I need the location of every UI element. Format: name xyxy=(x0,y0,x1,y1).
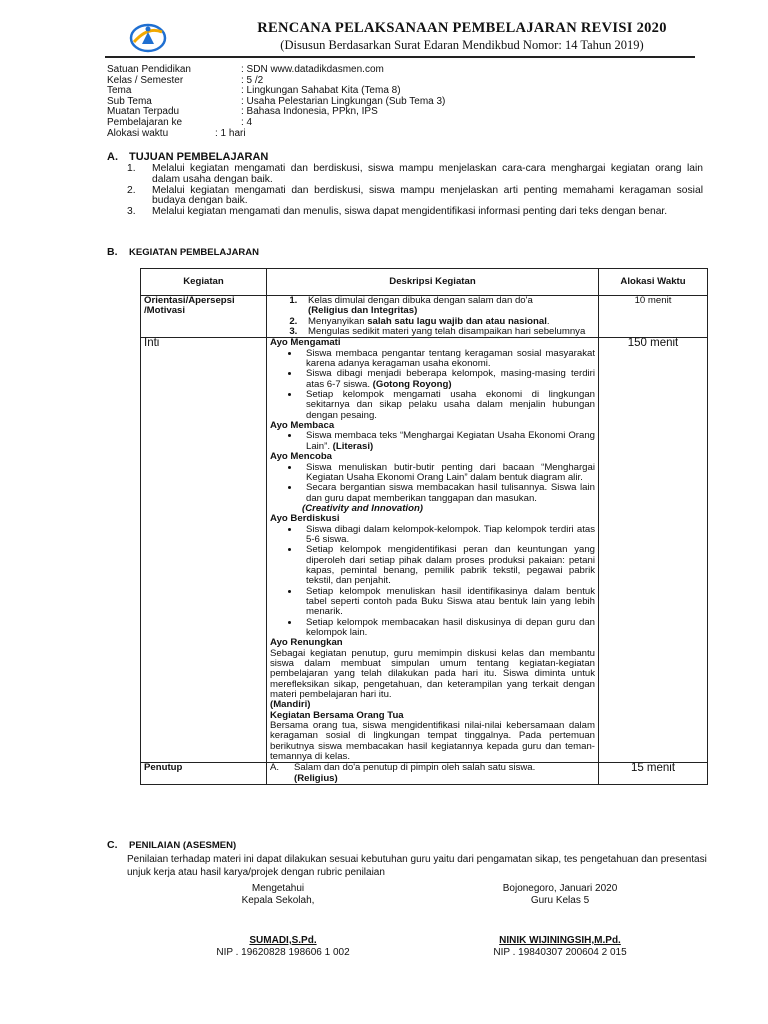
subsection-title: Ayo Mengamati xyxy=(270,337,341,349)
list-item: • Setiap kelompok mengamati usaha ekonomi di lingkungan sekitarnya dan sikap pelaku usaha dalam menjalin hubungan dengan pesaing. xyxy=(300,390,595,421)
subsection-title: Ayo Renungkan xyxy=(270,637,343,649)
column-header: Alokasi Waktu xyxy=(599,269,708,296)
section-b-heading: B. KEGIATAN PEMBELAJARAN xyxy=(107,246,260,258)
subsection-title: Ayo Mencoba xyxy=(270,451,333,463)
parent-activity-text: Bersama orang tua, siswa mengidentifikasi nilai-nilai kebersamaan dalam keragaman sosial di lingkungan tempat tinggalnya. Pada pertemuan berikutnya siswa membacakan hasil kegiatannya kepada guru dan teman-temannya di kelas. xyxy=(270,720,595,763)
table-header-row xyxy=(141,269,708,296)
closing-item: A. Salam dan do'a penutup di pimpin oleh salah satu siswa. (Religius) xyxy=(270,762,536,784)
signature-left: Mengetahui Kepala Sekolah, xyxy=(241,883,315,906)
list-item: • Siswa membaca pengantar tentang keragaman sosial masyarakat karena adanya keragaman usaha ekonomi. xyxy=(300,349,595,370)
reflection-text: Sebagai kegiatan penutup, guru memimpin diskusi kelas dan membantu siswa dalam membuat simpulan umum tentang kegiatan-kegiatan pembelajaran yang telah dilakukan pada hari itu. Siswa diminta untuk merefleksikan sikap, pengetahuan, dan keterampilan yang terkait dengan materi pembelajaran hari itu. xyxy=(270,647,595,701)
character-note: (Mandiri) xyxy=(270,699,311,711)
activity-description xyxy=(267,338,599,763)
table-row xyxy=(141,296,708,338)
subsection-title: Kegiatan Bersama Orang Tua xyxy=(270,709,404,721)
activities-table xyxy=(140,268,708,785)
list-item: 2. Menyanyikan salah satu lagu wajib dan atau nasional. xyxy=(300,317,595,327)
header-divider xyxy=(105,56,695,58)
activity-time: 15 menit xyxy=(599,763,708,785)
bullet-list xyxy=(270,431,595,452)
table-row xyxy=(141,763,708,785)
list-item: • Setiap kelompok membacakan hasil diskusinya di depan guru dan kelompok lain. xyxy=(300,618,595,639)
list-item: • Setiap kelompok mengidentifikasi peran dan keuntungan yang diperoleh dari setiap pihak dalam proses produksi pakaian: petani kapas, pemintal benang, pemilik pabrik tekstil, pegawai pabrik tekstil, dan penjahit. xyxy=(300,545,595,586)
character-note: (Creativity and Innovation) xyxy=(302,502,423,514)
identity-label: Kelas / Semester xyxy=(107,74,184,86)
goal-item: 1. Melalui kegiatan mengamati dan berdiskusi, siswa mampu menjelaskan cara-cara menghargai kegiatan orang lain dalam usaha dengan baik. xyxy=(127,163,703,185)
identity-value: : SDN www.datadikdasmen.com xyxy=(241,64,384,75)
signature-right-name: NINIK WIJININGSIH,M.Pd. NIP . 19840307 200604 2 015 xyxy=(493,935,627,958)
column-header: Kegiatan xyxy=(141,269,267,296)
activity-label: Penutup xyxy=(141,763,267,785)
signature-right: Bojonegoro, Januari 2020 Guru Kelas 5 xyxy=(502,883,618,906)
identity-label: Muatan Terpadu xyxy=(107,106,180,118)
document-title: RENCANA PELAKSANAAN PEMBELAJARAN REVISI 2020 xyxy=(257,20,667,36)
identity-label: Pembelajaran ke xyxy=(107,116,183,128)
goal-item: 3. Melalui kegiatan mengamati dan menulis, siswa dapat mengidentifikasi informasi penting dari teks dengan benar. xyxy=(127,206,668,218)
identity-label: Alokasi waktu xyxy=(107,127,169,139)
signature-left-name: SUMADI,S.Pd. NIP . 19620828 198606 1 002 xyxy=(216,935,350,958)
list-item: • Secara bergantian siswa membacakan hasil tulisannya. Siswa lain dan guru dapat memberikan tanggapan dan masukan. xyxy=(300,483,595,504)
activity-label: Orientasi/Apersepsi /Motivasi xyxy=(141,296,267,338)
identity-value: : 1 hari xyxy=(215,127,246,139)
list-item: • Siswa menuliskan butir-butir penting dari bacaan “Menghargai Kegiatan Usaha Ekonomi Orang Lain” dalam bentuk diagram alir. xyxy=(300,463,595,484)
identity-label: Sub Tema xyxy=(107,95,152,107)
identity-label: Satuan Pendidikan xyxy=(107,64,191,75)
identity-value: : 5 /2 xyxy=(241,74,264,86)
activity-description xyxy=(267,296,599,338)
section-a-heading: A. TUJUAN PEMBELAJARAN xyxy=(107,151,269,163)
identity-value: : Usaha Pelestarian Lingkungan (Sub Tema 3) xyxy=(241,95,446,107)
identity-value: : 4 xyxy=(241,116,253,128)
learning-goals-list xyxy=(127,164,703,218)
document-header xyxy=(232,20,692,53)
list-item: • Setiap kelompok menuliskan hasil identifikasinya dalam bentuk tabel seperti contoh pada Buku Siswa atau bentuk lain yang lebih menarik. xyxy=(300,587,595,618)
document-subtitle: (Disusun Berdasarkan Surat Edaran Mendikbud Nomor: 14 Tahun 2019) xyxy=(280,38,644,52)
tut-wuri-handayani-logo-icon xyxy=(128,20,168,54)
activity-description xyxy=(267,763,599,785)
column-header: Deskripsi Kegiatan xyxy=(267,269,599,296)
list-item: • Siswa dibagi menjadi beberapa kelompok, masing-masing terdiri atas 6-7 siswa. (Gotong Royong) xyxy=(300,369,595,390)
section-c-heading: C. PENILAIAN (ASESMEN) xyxy=(107,839,237,851)
table-row xyxy=(141,338,708,763)
assessment-text: Penilaian terhadap materi ini dapat dilakukan sesuai kebutuhan guru yaitu dari pengamatan sikap, tes pengetahuan dan presentasi unjuk kerja atau hasil karya/projek dengan rubric penilaian xyxy=(127,854,707,878)
list-item: • Siswa dibagi dalam kelompok-kelompok. Tiap kelompok terdiri atas 5-6 siswa. xyxy=(300,525,595,546)
bullet-list xyxy=(270,463,595,504)
identity-value: : Bahasa Indonesia, PPkn, IPS xyxy=(241,106,378,118)
list-item: 3. Mengulas sedikit materi yang telah disampaikan hari sebelumnya xyxy=(300,327,595,337)
activity-label: Inti xyxy=(141,338,267,763)
goal-item: 2. Melalui kegiatan mengamati dan berdiskusi, siswa mampu menjelaskan arti penting memahami keragaman sosial budaya dengan baik. xyxy=(127,184,703,207)
subsection-title: Ayo Berdiskusi xyxy=(270,513,340,525)
identity-value: : Lingkungan Sahabat Kita (Tema 8) xyxy=(241,85,401,97)
subsection-title: Ayo Membaca xyxy=(270,420,335,432)
numbered-list xyxy=(270,296,595,337)
bullet-list xyxy=(270,525,595,639)
activity-time: 150 menit xyxy=(599,338,708,763)
activity-time: 10 menit xyxy=(599,296,708,338)
bullet-list xyxy=(270,349,595,421)
list-item: • Siswa membaca teks “Menghargai Kegiatan Usaha Ekonomi Orang Lain”. (Literasi) xyxy=(300,431,595,452)
identity-label: Tema xyxy=(107,85,132,97)
list-item: 1. Kelas dimulai dengan dibuka dengan salam dan do'a (Religius dan Integritas) xyxy=(300,296,595,317)
